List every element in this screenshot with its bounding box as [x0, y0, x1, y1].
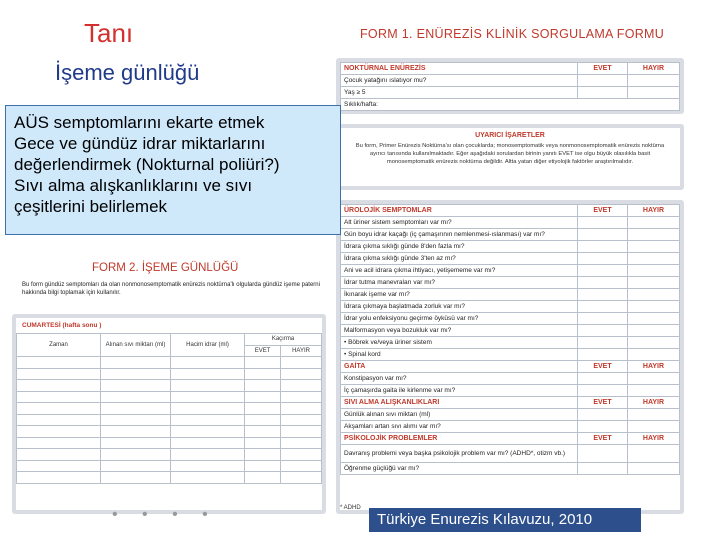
urological-table	[340, 204, 680, 475]
diary-cell[interactable]	[245, 414, 281, 426]
question-cell: Ani ve acil idrara çıkma ihtiyacı, yetişememe var mı?	[341, 265, 578, 277]
evet-checkbox[interactable]	[578, 349, 628, 361]
col-fluid-header: Alınan sıvı miktarı (ml)	[101, 334, 171, 357]
diary-cell[interactable]	[281, 357, 322, 369]
diary-cell[interactable]	[281, 460, 322, 472]
diary-cell[interactable]	[101, 391, 171, 403]
diary-cell[interactable]	[17, 449, 101, 461]
evet-checkbox[interactable]	[578, 421, 628, 433]
diary-row	[17, 403, 322, 415]
nocturnal-table	[340, 62, 680, 111]
diary-cell[interactable]	[245, 472, 281, 484]
diary-cell[interactable]	[17, 368, 101, 380]
evet-header: EVET	[578, 397, 628, 409]
question-cell: Konstipasyon var mı?	[341, 373, 578, 385]
diary-row	[17, 472, 322, 484]
evet-checkbox[interactable]	[578, 301, 628, 313]
question-cell: İç çamaşırda gaita ile kirlenme var mı?	[341, 385, 578, 397]
hayir-checkbox[interactable]	[628, 277, 680, 289]
diary-row	[17, 426, 322, 438]
footnote: * ADHD	[340, 505, 361, 511]
hayir-checkbox[interactable]	[628, 253, 680, 265]
hayir-header: HAYIR	[628, 63, 680, 75]
diary-cell[interactable]	[245, 403, 281, 415]
diary-body	[17, 357, 322, 484]
hayir-checkbox[interactable]	[628, 87, 680, 99]
form1-title: FORM 1. ENÜREZİS KLİNİK SORGULAMA FORMU	[360, 27, 665, 41]
diary-row	[17, 449, 322, 461]
question-cell: • Böbrek ve/veya üriner sistem	[341, 337, 578, 349]
warning-panel	[336, 124, 684, 190]
hayir-checkbox[interactable]	[628, 75, 680, 87]
diary-cell[interactable]	[101, 357, 171, 369]
evet-checkbox[interactable]	[578, 445, 628, 463]
decorative-dots: • • • •	[112, 506, 218, 523]
question-cell: Alt üriner sistem semptomları var mı?	[341, 217, 578, 229]
evet-checkbox[interactable]	[578, 385, 628, 397]
hayir-checkbox[interactable]	[628, 229, 680, 241]
hayir-header: HAYIR	[628, 361, 680, 373]
hayir-checkbox[interactable]	[628, 385, 680, 397]
col-volume-header: Hacim idrar (ml)	[171, 334, 245, 357]
evet-header: EVET	[578, 361, 628, 373]
diary-cell[interactable]	[101, 472, 171, 484]
diary-cell[interactable]	[17, 426, 101, 438]
diary-cell[interactable]	[17, 414, 101, 426]
diary-cell[interactable]	[245, 449, 281, 461]
voiding-diary-panel	[12, 314, 326, 514]
hayir-checkbox[interactable]	[628, 289, 680, 301]
voiding-diary-table	[16, 333, 322, 484]
diary-row	[17, 437, 322, 449]
hayir-checkbox[interactable]	[628, 463, 680, 475]
col-hayir-header: HAYIR	[281, 345, 322, 357]
nocturnal-panel	[336, 58, 684, 114]
hayir-checkbox[interactable]	[628, 241, 680, 253]
diary-cell[interactable]	[245, 437, 281, 449]
diary-cell[interactable]	[17, 460, 101, 472]
callout-box	[5, 105, 341, 235]
diary-cell[interactable]	[245, 368, 281, 380]
question-cell: Öğrenme güçlüğü var mı?	[341, 463, 578, 475]
diary-cell[interactable]	[281, 380, 322, 392]
question-cell: İdrara çıkmaya başlatmada zorluk var mı?	[341, 301, 578, 313]
hayir-header: HAYIR	[628, 205, 680, 217]
question-cell: İkınarak işeme var mı?	[341, 289, 578, 301]
hayir-header: HAYIR	[628, 433, 680, 445]
diary-cell[interactable]	[101, 380, 171, 392]
diary-cell[interactable]	[101, 368, 171, 380]
diary-cell[interactable]	[171, 414, 245, 426]
slide-title: Tanı	[84, 18, 134, 48]
diary-cell[interactable]	[281, 414, 322, 426]
diary-cell[interactable]	[245, 391, 281, 403]
gaita-header: GAİTA	[341, 361, 578, 373]
nocturnal-header: NOKTÜRNAL ENÜREZİS	[341, 63, 578, 75]
hayir-checkbox[interactable]	[628, 217, 680, 229]
question-cell: Akşamları artan sıvı alımı var mı?	[341, 421, 578, 433]
question-cell: Yaş ≥ 5	[341, 87, 578, 99]
col-leak-header: Kaçırma	[245, 334, 322, 346]
question-cell: Çocuk yatağını ıslatıyor mu?	[341, 75, 578, 87]
diary-row	[17, 357, 322, 369]
diary-cell[interactable]	[17, 437, 101, 449]
hayir-header: HAYIR	[628, 397, 680, 409]
hayir-checkbox[interactable]	[628, 349, 680, 361]
diary-cell[interactable]	[17, 380, 101, 392]
urological-panel	[336, 200, 684, 514]
col-time-header: Zaman	[17, 334, 101, 357]
evet-header: EVET	[578, 433, 628, 445]
diary-cell[interactable]	[245, 426, 281, 438]
evet-checkbox[interactable]	[578, 75, 628, 87]
diary-row	[17, 380, 322, 392]
diary-cell[interactable]	[101, 437, 171, 449]
diary-cell[interactable]	[17, 391, 101, 403]
callout-line: Gece ve gündüz idrar miktarlarını	[14, 134, 266, 153]
diary-row	[17, 414, 322, 426]
question-cell: Gün boyu idrar kaçağı (iç çamaşırının nemlenmesi-ıslanması) var mı?	[341, 229, 578, 241]
warning-text: Bu form, Primer Enürezis Noktürna'sı olan çocuklarda; monosemptomatik veya nonmonosemptomatik enürezis noktürna ayırıcı tanısında kullanılmaktadır. Eğer aşağıdaki sorulardan birinin yanıtı EVET ise olgu büyük olasılıkla basit monosemptomatik enürezis noktürna değildir. Altta yatan diğer etiyolojik faktörler araştırılmalıdır.	[355, 143, 665, 165]
slide-subtitle: İşeme günlüğü	[55, 60, 200, 85]
hayir-checkbox[interactable]	[628, 337, 680, 349]
diary-cell[interactable]	[17, 472, 101, 484]
diary-cell[interactable]	[17, 357, 101, 369]
evet-checkbox[interactable]	[578, 277, 628, 289]
evet-checkbox[interactable]	[578, 241, 628, 253]
diary-cell[interactable]	[171, 391, 245, 403]
evet-checkbox[interactable]	[578, 313, 628, 325]
callout-line: Sıvı alma alışkanlıklarını ve sıvı	[14, 176, 253, 195]
question-cell: Sıklık/hafta:	[341, 99, 680, 111]
source-label: Türkiye Enurezis Kılavuzu, 2010	[369, 508, 641, 532]
callout-line: değerlendirmek (Nokturnal poliüri?)	[14, 155, 280, 174]
evet-header: EVET	[578, 63, 628, 75]
form2-intro: Bu form gündüz semptomları da olan nonmonosemptomatik enürezis noktürna'lı olgularda gündüz işeme paterni hakkında bilgi toplamak için kullanılır.	[22, 282, 320, 296]
question-cell: Malformasyon veya bozukluk var mı?	[341, 325, 578, 337]
evet-header: EVET	[578, 205, 628, 217]
evet-checkbox[interactable]	[578, 373, 628, 385]
diary-cell[interactable]	[245, 357, 281, 369]
hayir-checkbox[interactable]	[628, 325, 680, 337]
diary-row	[17, 391, 322, 403]
diary-cell[interactable]	[171, 403, 245, 415]
diary-cell[interactable]	[171, 449, 245, 461]
diary-cell[interactable]	[17, 403, 101, 415]
evet-checkbox[interactable]	[578, 87, 628, 99]
diary-row	[17, 368, 322, 380]
col-evet-header: EVET	[245, 345, 281, 357]
hayir-checkbox[interactable]	[628, 313, 680, 325]
diary-cell[interactable]	[101, 426, 171, 438]
question-cell: • Spinal kord	[341, 349, 578, 361]
diary-cell[interactable]	[101, 414, 171, 426]
hayir-checkbox[interactable]	[628, 445, 680, 463]
diary-cell[interactable]	[171, 380, 245, 392]
urological-header: ÜROLOJİK SEMPTOMLAR	[341, 205, 578, 217]
diary-cell[interactable]	[281, 449, 322, 461]
hayir-checkbox[interactable]	[628, 409, 680, 421]
diary-cell[interactable]	[281, 437, 322, 449]
fluid-header: SIVI ALMA ALIŞKANLIKLARI	[341, 397, 578, 409]
diary-cell[interactable]	[245, 380, 281, 392]
callout-line: çeşitlerini belirlemek	[14, 197, 168, 216]
hayir-checkbox[interactable]	[628, 421, 680, 433]
question-cell: İdrara çıkma sıklığı günde 3'ten az mı?	[341, 253, 578, 265]
form2-title: FORM 2. İŞEME GÜNLÜĞÜ	[92, 262, 239, 274]
diary-row	[17, 460, 322, 472]
diary-cell[interactable]	[245, 460, 281, 472]
hayir-checkbox[interactable]	[628, 301, 680, 313]
evet-checkbox[interactable]	[578, 325, 628, 337]
diary-cell[interactable]	[171, 460, 245, 472]
hayir-checkbox[interactable]	[628, 265, 680, 277]
diary-cell[interactable]	[171, 426, 245, 438]
evet-checkbox[interactable]	[578, 337, 628, 349]
question-cell: İdrara çıkma sıklığı günde 8'den fazla mı?	[341, 241, 578, 253]
diary-cell[interactable]	[281, 391, 322, 403]
diary-cell[interactable]	[101, 449, 171, 461]
psych-header: PSİKOLOJİK PROBLEMLER	[341, 433, 578, 445]
hayir-checkbox[interactable]	[628, 373, 680, 385]
diary-cell[interactable]	[281, 368, 322, 380]
diary-cell[interactable]	[281, 403, 322, 415]
warning-header: UYARICI İŞARETLER	[475, 132, 545, 139]
evet-checkbox[interactable]	[578, 217, 628, 229]
diary-cell[interactable]	[101, 403, 171, 415]
diary-cell[interactable]	[171, 472, 245, 484]
question-cell: Günlük alınan sıvı miktarı (ml)	[341, 409, 578, 421]
diary-day-label: CUMARTESİ (hafta sonu )	[22, 322, 102, 329]
diary-cell[interactable]	[281, 472, 322, 484]
evet-checkbox[interactable]	[578, 229, 628, 241]
diary-cell[interactable]	[171, 368, 245, 380]
evet-checkbox[interactable]	[578, 289, 628, 301]
evet-checkbox[interactable]	[578, 265, 628, 277]
diary-cell[interactable]	[281, 426, 322, 438]
evet-checkbox[interactable]	[578, 463, 628, 475]
question-cell: İdrar tutma manevraları var mı?	[341, 277, 578, 289]
evet-checkbox[interactable]	[578, 409, 628, 421]
callout-line: AÜS semptomlarını ekarte etmek	[14, 113, 265, 132]
evet-checkbox[interactable]	[578, 253, 628, 265]
diary-cell[interactable]	[101, 460, 171, 472]
question-cell: İdrar yolu enfeksiyonu geçirme öyküsü var mı?	[341, 313, 578, 325]
question-cell: Davranış problemi veya başka psikolojik problem var mı? (ADHD*, otizm vb.)	[341, 445, 578, 463]
diary-cell[interactable]	[171, 357, 245, 369]
diary-cell[interactable]	[171, 437, 245, 449]
